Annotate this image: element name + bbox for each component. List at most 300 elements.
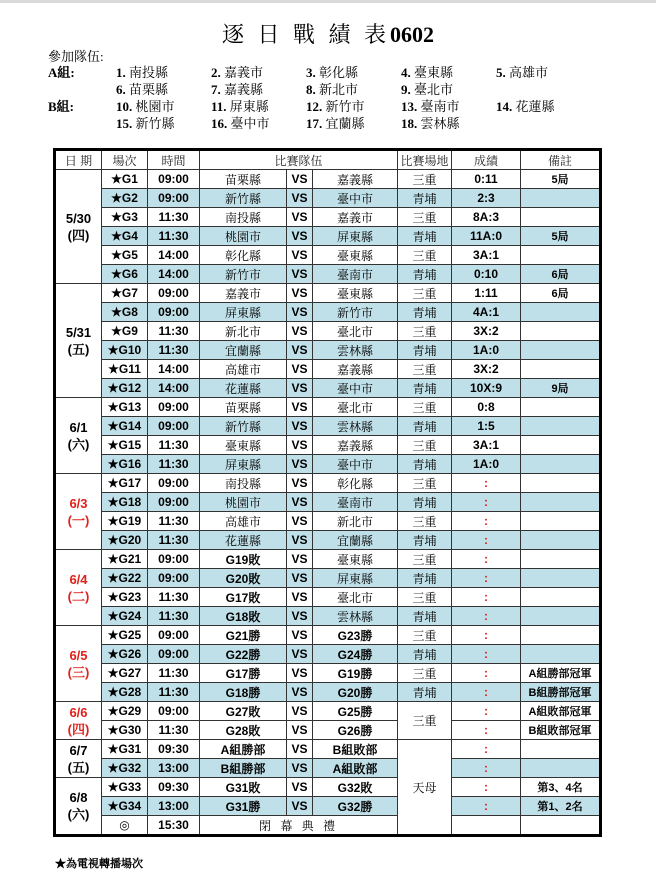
note bbox=[521, 607, 601, 626]
note bbox=[521, 588, 601, 607]
home-team: B組勝部 bbox=[200, 759, 287, 778]
venue: 三重 bbox=[398, 208, 452, 227]
venue: 三重 bbox=[398, 626, 452, 645]
away-team: G23勝 bbox=[313, 626, 398, 645]
venue: 青埔 bbox=[398, 645, 452, 664]
team-number: 11. bbox=[211, 99, 227, 114]
home-team: 臺東縣 bbox=[200, 436, 287, 455]
away-team: 臺東縣 bbox=[313, 550, 398, 569]
vs-label: VS bbox=[287, 284, 313, 303]
score: 1A:0 bbox=[452, 455, 521, 474]
away-team: 嘉義市 bbox=[313, 208, 398, 227]
weekday-text: (三) bbox=[67, 664, 90, 680]
team-entry bbox=[116, 115, 211, 132]
home-team: 新竹縣 bbox=[200, 189, 287, 208]
table-row bbox=[55, 208, 601, 227]
note: 第1、2名 bbox=[521, 797, 601, 816]
vs-label: VS bbox=[287, 588, 313, 607]
vs-label: VS bbox=[287, 512, 313, 531]
vs-label: VS bbox=[287, 645, 313, 664]
game-time: 11:30 bbox=[148, 341, 200, 360]
team-entry bbox=[306, 64, 401, 81]
team-number: 8. bbox=[306, 82, 316, 97]
date-text: 6/5 bbox=[69, 647, 88, 663]
top-border bbox=[0, 0, 656, 3]
header-teams: 比賽隊伍 bbox=[200, 150, 398, 170]
score: 3X:2 bbox=[452, 322, 521, 341]
venue: 三重 bbox=[398, 398, 452, 417]
vs-label: VS bbox=[287, 778, 313, 797]
score: : bbox=[452, 607, 521, 626]
game-time: 09:00 bbox=[148, 303, 200, 322]
home-team: 高雄市 bbox=[200, 360, 287, 379]
team-number: 9. bbox=[401, 82, 411, 97]
score: : bbox=[452, 512, 521, 531]
header-row bbox=[55, 150, 601, 170]
table-row bbox=[55, 246, 601, 265]
team-name: 桃園市 bbox=[135, 99, 175, 114]
page-title bbox=[0, 18, 656, 49]
game-time: 09:00 bbox=[148, 550, 200, 569]
table-row bbox=[55, 379, 601, 398]
team-name: 高雄市 bbox=[509, 65, 549, 80]
participants-row bbox=[48, 64, 591, 81]
away-team: 雲林縣 bbox=[313, 417, 398, 436]
table-row bbox=[55, 759, 601, 778]
game-time: 09:00 bbox=[148, 170, 200, 189]
game-time: 11:30 bbox=[148, 607, 200, 626]
closing-symbol: ◎ bbox=[102, 816, 148, 836]
team-entry bbox=[401, 98, 496, 115]
weekday-text: (四) bbox=[67, 227, 90, 243]
home-team: 新北市 bbox=[200, 322, 287, 341]
away-team: 臺東縣 bbox=[313, 284, 398, 303]
note: B組敗部冠軍 bbox=[521, 721, 601, 740]
note bbox=[521, 341, 601, 360]
table-row bbox=[55, 645, 601, 664]
game-id: ★G15 bbox=[102, 436, 148, 455]
venue: 三重 bbox=[398, 512, 452, 531]
vs-label: VS bbox=[287, 702, 313, 721]
away-team: 臺中市 bbox=[313, 455, 398, 474]
table-row bbox=[55, 265, 601, 284]
vs-label: VS bbox=[287, 759, 313, 778]
venue: 三重 bbox=[398, 360, 452, 379]
team-name: 臺北市 bbox=[414, 82, 454, 97]
game-id: ★G20 bbox=[102, 531, 148, 550]
note bbox=[521, 398, 601, 417]
note bbox=[521, 531, 601, 550]
table-row bbox=[55, 721, 601, 740]
venue: 青埔 bbox=[398, 417, 452, 436]
date-cell bbox=[55, 740, 102, 778]
vs-label: VS bbox=[287, 265, 313, 284]
home-team: 南投縣 bbox=[200, 474, 287, 493]
home-team: 宜蘭縣 bbox=[200, 341, 287, 360]
table-row bbox=[55, 170, 601, 189]
score: 3X:2 bbox=[452, 360, 521, 379]
title-code: 0602 bbox=[390, 22, 434, 47]
game-time: 09:00 bbox=[148, 417, 200, 436]
game-id: ★G9 bbox=[102, 322, 148, 341]
away-team: 雲林縣 bbox=[313, 607, 398, 626]
team-name: 南投縣 bbox=[129, 65, 169, 80]
participants-row bbox=[48, 115, 591, 132]
away-team: 屏東縣 bbox=[313, 569, 398, 588]
team-number: 2. bbox=[211, 65, 221, 80]
game-time: 13:00 bbox=[148, 759, 200, 778]
closing-time: 15:30 bbox=[148, 816, 200, 836]
note bbox=[521, 759, 601, 778]
game-id: ★G27 bbox=[102, 664, 148, 683]
weekday-text: (四) bbox=[67, 721, 90, 737]
game-time: 11:30 bbox=[148, 227, 200, 246]
score: : bbox=[452, 759, 521, 778]
score: 11A:0 bbox=[452, 227, 521, 246]
vs-label: VS bbox=[287, 227, 313, 246]
home-team: 苗栗縣 bbox=[200, 398, 287, 417]
score: 4A:1 bbox=[452, 303, 521, 322]
venue: 青埔 bbox=[398, 493, 452, 512]
game-time: 11:30 bbox=[148, 531, 200, 550]
score: : bbox=[452, 702, 521, 721]
game-time: 14:00 bbox=[148, 265, 200, 284]
vs-label: VS bbox=[287, 607, 313, 626]
group-label bbox=[48, 98, 116, 115]
team-name: 屏東縣 bbox=[229, 99, 269, 114]
note bbox=[521, 246, 601, 265]
away-team: 臺東縣 bbox=[313, 246, 398, 265]
team-name: 新竹縣 bbox=[135, 116, 175, 131]
game-id: ★G32 bbox=[102, 759, 148, 778]
table-row bbox=[55, 189, 601, 208]
header-venue: 比賽場地 bbox=[398, 150, 452, 170]
note bbox=[521, 436, 601, 455]
table-row bbox=[55, 569, 601, 588]
game-id: ★G34 bbox=[102, 797, 148, 816]
team-entry bbox=[116, 64, 211, 81]
team-entry bbox=[496, 64, 591, 81]
home-team: 高雄市 bbox=[200, 512, 287, 531]
team-number: 14. bbox=[496, 99, 513, 114]
game-time: 09:30 bbox=[148, 778, 200, 797]
home-team: G18勝 bbox=[200, 683, 287, 702]
team-number: 17. bbox=[306, 116, 323, 131]
venue: 青埔 bbox=[398, 607, 452, 626]
score: 1:5 bbox=[452, 417, 521, 436]
score: 0:8 bbox=[452, 398, 521, 417]
team-number: 18. bbox=[401, 116, 418, 131]
vs-label: VS bbox=[287, 189, 313, 208]
game-time: 14:00 bbox=[148, 246, 200, 265]
header-time: 時間 bbox=[148, 150, 200, 170]
game-time: 09:00 bbox=[148, 398, 200, 417]
venue: 青埔 bbox=[398, 227, 452, 246]
date-text: 6/8 bbox=[69, 790, 88, 805]
away-team: G32敗 bbox=[313, 778, 398, 797]
team-entry bbox=[401, 115, 496, 132]
game-id: ★G29 bbox=[102, 702, 148, 721]
vs-label: VS bbox=[287, 569, 313, 588]
table-row bbox=[55, 702, 601, 721]
home-team: G21勝 bbox=[200, 626, 287, 645]
vs-label: VS bbox=[287, 398, 313, 417]
note: 5局 bbox=[521, 170, 601, 189]
game-time: 11:30 bbox=[148, 208, 200, 227]
venue: 三重 bbox=[398, 322, 452, 341]
home-team: 桃園市 bbox=[200, 227, 287, 246]
date-cell bbox=[55, 778, 102, 836]
venue: 天母 bbox=[398, 740, 452, 836]
score: : bbox=[452, 626, 521, 645]
game-id: ★G19 bbox=[102, 512, 148, 531]
closing-note bbox=[521, 816, 601, 836]
note: 第3、4名 bbox=[521, 778, 601, 797]
note bbox=[521, 322, 601, 341]
table-row bbox=[55, 588, 601, 607]
table-row bbox=[55, 512, 601, 531]
game-id: ★G24 bbox=[102, 607, 148, 626]
home-team: G20敗 bbox=[200, 569, 287, 588]
venue: 三重 bbox=[398, 436, 452, 455]
score: : bbox=[452, 721, 521, 740]
away-team: 臺中市 bbox=[313, 189, 398, 208]
away-team: G20勝 bbox=[313, 683, 398, 702]
group-label-text: A組: bbox=[48, 65, 75, 80]
table-row bbox=[55, 778, 601, 797]
game-time: 09:00 bbox=[148, 626, 200, 645]
away-team: G32勝 bbox=[313, 797, 398, 816]
note: A組勝部冠軍 bbox=[521, 664, 601, 683]
score: 8A:3 bbox=[452, 208, 521, 227]
game-id: ★G14 bbox=[102, 417, 148, 436]
game-id: ★G16 bbox=[102, 455, 148, 474]
home-team: G31敗 bbox=[200, 778, 287, 797]
team-number: 15. bbox=[116, 116, 133, 131]
game-time: 09:00 bbox=[148, 189, 200, 208]
game-id: ★G8 bbox=[102, 303, 148, 322]
team-entry bbox=[116, 81, 211, 98]
game-id: ★G13 bbox=[102, 398, 148, 417]
note: B組勝部冠軍 bbox=[521, 683, 601, 702]
game-time: 11:30 bbox=[148, 721, 200, 740]
venue: 青埔 bbox=[398, 531, 452, 550]
weekday-text: (六) bbox=[67, 807, 90, 822]
team-number: 7. bbox=[211, 82, 221, 97]
game-time: 14:00 bbox=[148, 360, 200, 379]
score: 10X:9 bbox=[452, 379, 521, 398]
game-id: ★G21 bbox=[102, 550, 148, 569]
game-id: ★G12 bbox=[102, 379, 148, 398]
game-time: 11:30 bbox=[148, 683, 200, 702]
venue: 青埔 bbox=[398, 683, 452, 702]
date-cell bbox=[55, 626, 102, 702]
team-entry bbox=[496, 98, 591, 115]
game-id: ★G5 bbox=[102, 246, 148, 265]
away-team: A組敗部 bbox=[313, 759, 398, 778]
game-time: 14:00 bbox=[148, 379, 200, 398]
team-number: 10. bbox=[116, 99, 133, 114]
vs-label: VS bbox=[287, 417, 313, 436]
score: 1A:0 bbox=[452, 341, 521, 360]
venue: 青埔 bbox=[398, 303, 452, 322]
home-team: G31勝 bbox=[200, 797, 287, 816]
away-team: 彰化縣 bbox=[313, 474, 398, 493]
home-team: G22勝 bbox=[200, 645, 287, 664]
vs-label: VS bbox=[287, 664, 313, 683]
team-name: 苗栗縣 bbox=[129, 82, 169, 97]
note bbox=[521, 493, 601, 512]
date-cell bbox=[55, 398, 102, 474]
vs-label: VS bbox=[287, 797, 313, 816]
table-row bbox=[55, 626, 601, 645]
note bbox=[521, 550, 601, 569]
participants-row bbox=[48, 81, 591, 98]
table-row bbox=[55, 284, 601, 303]
vs-label: VS bbox=[287, 436, 313, 455]
game-time: 11:30 bbox=[148, 664, 200, 683]
score: : bbox=[452, 683, 521, 702]
game-id: ★G18 bbox=[102, 493, 148, 512]
home-team: 桃園市 bbox=[200, 493, 287, 512]
note: 9局 bbox=[521, 379, 601, 398]
game-id: ★G23 bbox=[102, 588, 148, 607]
game-id: ★G25 bbox=[102, 626, 148, 645]
title-text: 逐 日 戰 績 表 bbox=[221, 22, 390, 47]
team-name: 雲林縣 bbox=[420, 116, 460, 131]
game-time: 11:30 bbox=[148, 455, 200, 474]
note: 5局 bbox=[521, 227, 601, 246]
away-team: 臺北市 bbox=[313, 398, 398, 417]
footer-note: ★為電視轉播場次 bbox=[55, 858, 143, 870]
note bbox=[521, 417, 601, 436]
away-team: 嘉義縣 bbox=[313, 436, 398, 455]
date-cell bbox=[55, 550, 102, 626]
note bbox=[521, 740, 601, 759]
game-id: ★G6 bbox=[102, 265, 148, 284]
home-team: 南投縣 bbox=[200, 208, 287, 227]
game-time: 09:00 bbox=[148, 702, 200, 721]
game-time: 09:00 bbox=[148, 493, 200, 512]
vs-label: VS bbox=[287, 493, 313, 512]
game-id: ★G22 bbox=[102, 569, 148, 588]
away-team: 新竹市 bbox=[313, 303, 398, 322]
venue: 三重 bbox=[398, 474, 452, 493]
away-team: G25勝 bbox=[313, 702, 398, 721]
vs-label: VS bbox=[287, 550, 313, 569]
score: : bbox=[452, 664, 521, 683]
date-text: 6/6 bbox=[69, 704, 88, 720]
home-team: 嘉義市 bbox=[200, 284, 287, 303]
venue: 青埔 bbox=[398, 455, 452, 474]
game-time: 09:00 bbox=[148, 474, 200, 493]
score: : bbox=[452, 550, 521, 569]
weekday-text: (五) bbox=[67, 759, 90, 775]
away-team: 新北市 bbox=[313, 512, 398, 531]
score: 1:11 bbox=[452, 284, 521, 303]
date-cell bbox=[55, 284, 102, 398]
game-time: 11:30 bbox=[148, 436, 200, 455]
away-team: G24勝 bbox=[313, 645, 398, 664]
venue: 三重 bbox=[398, 664, 452, 683]
header-date: 日 期 bbox=[55, 150, 102, 170]
team-name: 新竹市 bbox=[325, 99, 365, 114]
participants-row bbox=[48, 98, 591, 115]
header-score: 成績 bbox=[452, 150, 521, 170]
game-id: ★G4 bbox=[102, 227, 148, 246]
team-entry bbox=[401, 81, 496, 98]
home-team: G18敗 bbox=[200, 607, 287, 626]
game-id: ★G3 bbox=[102, 208, 148, 227]
note: A組敗部冠軍 bbox=[521, 702, 601, 721]
note bbox=[521, 626, 601, 645]
team-name: 宜蘭縣 bbox=[325, 116, 365, 131]
table-row bbox=[55, 341, 601, 360]
game-id: ★G28 bbox=[102, 683, 148, 702]
table-row bbox=[55, 322, 601, 341]
game-time: 09:30 bbox=[148, 740, 200, 759]
vs-label: VS bbox=[287, 303, 313, 322]
team-entry bbox=[211, 115, 306, 132]
game-time: 09:00 bbox=[148, 569, 200, 588]
game-id: ★G31 bbox=[102, 740, 148, 759]
vs-label: VS bbox=[287, 455, 313, 474]
date-text: 5/31 bbox=[65, 324, 92, 340]
team-number: 13. bbox=[401, 99, 418, 114]
venue: 三重 bbox=[398, 702, 452, 740]
game-time: 11:30 bbox=[148, 512, 200, 531]
table-row bbox=[55, 227, 601, 246]
home-team: G17勝 bbox=[200, 664, 287, 683]
note bbox=[521, 455, 601, 474]
game-time: 11:30 bbox=[148, 322, 200, 341]
away-team: B組敗部 bbox=[313, 740, 398, 759]
team-entry bbox=[116, 98, 211, 115]
group-label bbox=[48, 64, 116, 81]
vs-label: VS bbox=[287, 379, 313, 398]
score: : bbox=[452, 531, 521, 550]
team-entry bbox=[211, 98, 306, 115]
note bbox=[521, 512, 601, 531]
game-id: ★G7 bbox=[102, 284, 148, 303]
score: : bbox=[452, 778, 521, 797]
note: 6局 bbox=[521, 284, 601, 303]
team-entry bbox=[211, 64, 306, 81]
vs-label: VS bbox=[287, 322, 313, 341]
closing-event: 閉 幕 典 禮 bbox=[200, 816, 398, 836]
note bbox=[521, 360, 601, 379]
away-team: 嘉義縣 bbox=[313, 170, 398, 189]
away-team: 雲林縣 bbox=[313, 341, 398, 360]
date-text: 6/4 bbox=[69, 571, 88, 587]
date-cell bbox=[55, 170, 102, 284]
team-entry bbox=[401, 64, 496, 81]
score: : bbox=[452, 740, 521, 759]
game-time: 09:00 bbox=[148, 645, 200, 664]
closing-row bbox=[55, 816, 601, 836]
vs-label: VS bbox=[287, 626, 313, 645]
home-team: 屏東縣 bbox=[200, 303, 287, 322]
date-text: 6/7 bbox=[69, 742, 88, 758]
away-team: 宜蘭縣 bbox=[313, 531, 398, 550]
date-cell bbox=[55, 474, 102, 550]
closing-score bbox=[452, 816, 521, 836]
vs-label: VS bbox=[287, 474, 313, 493]
team-entry bbox=[306, 81, 401, 98]
weekday-text: (一) bbox=[67, 512, 90, 528]
team-name: 新北市 bbox=[319, 82, 359, 97]
venue: 青埔 bbox=[398, 189, 452, 208]
